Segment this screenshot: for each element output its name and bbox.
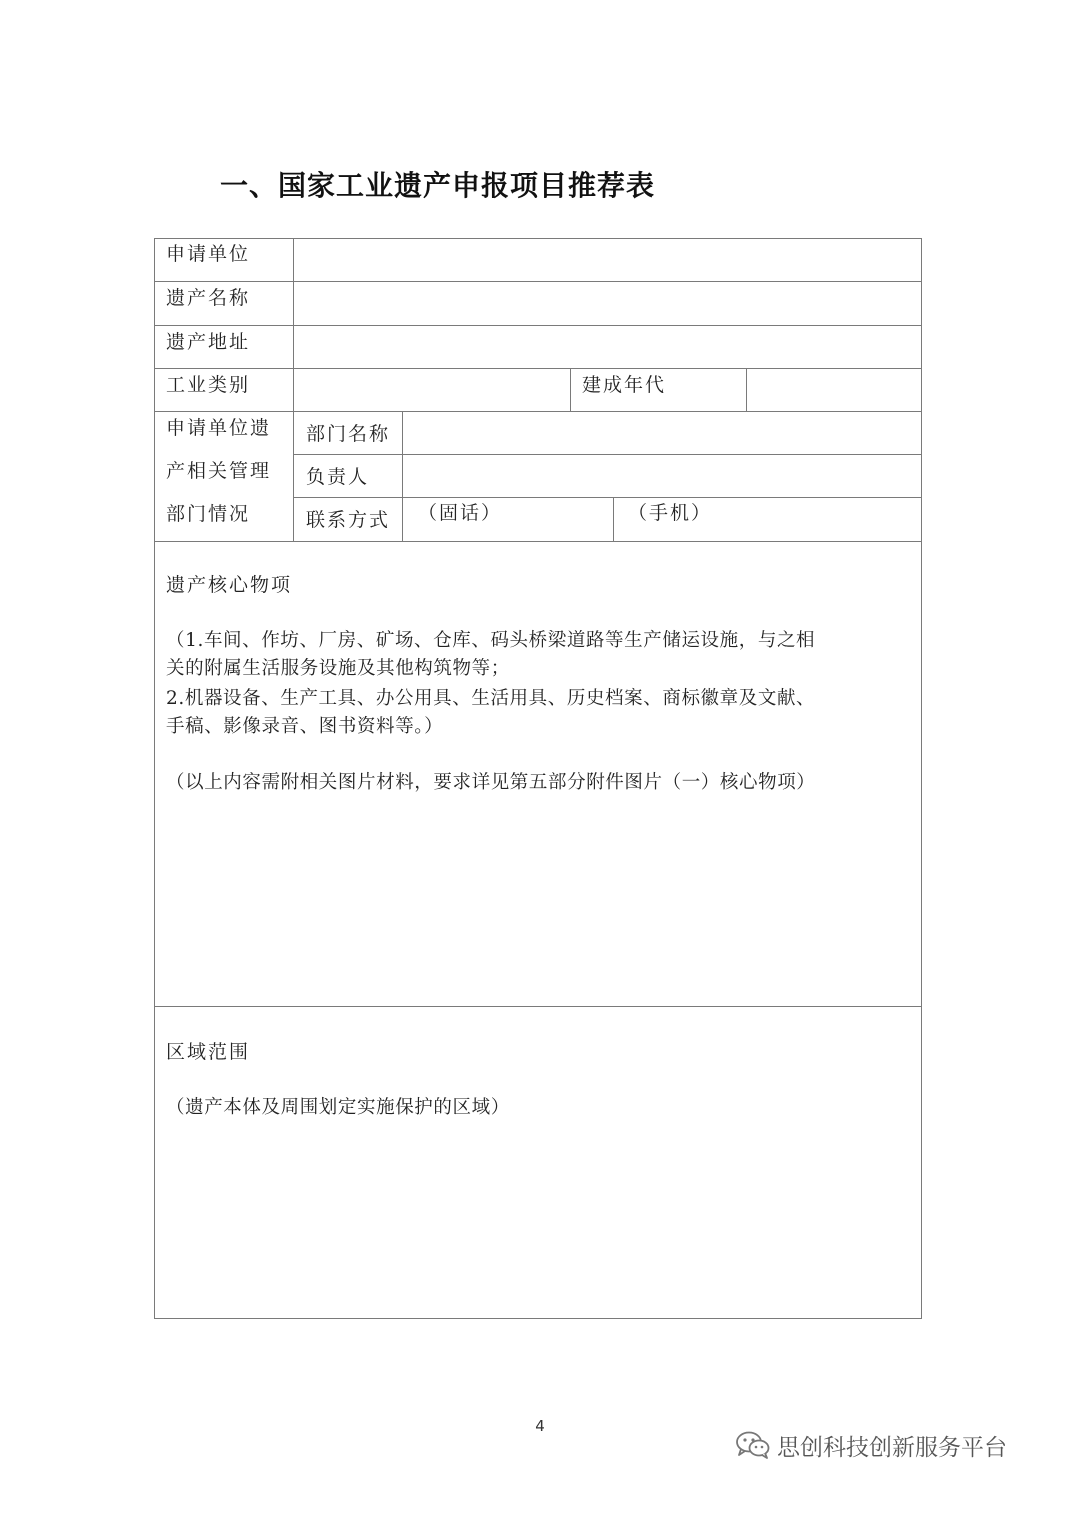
- core-items-line: （1.车间、作坊、厂房、矿场、仓库、码头桥梁道路等生产储运设施，与之相: [166, 630, 816, 651]
- core-items-line: 2.机器设备、生产工具、办公用具、生活用具、历史档案、商标徽章及文献、: [166, 688, 816, 709]
- dept-name-field[interactable]: [404, 413, 920, 453]
- person-in-charge-field[interactable]: [404, 456, 920, 496]
- heritage-address-field[interactable]: [295, 327, 920, 367]
- column-divider: [746, 368, 747, 412]
- row-divider: [154, 281, 922, 282]
- dept-section-label-line3: 部门情况: [166, 503, 251, 525]
- landline-label[interactable]: （固话）: [418, 502, 503, 524]
- dept-section-label-line2: 产相关管理: [166, 460, 272, 482]
- row-divider: [293, 497, 922, 498]
- applicant-field[interactable]: [295, 240, 920, 280]
- dept-section-label-line1: 申请单位遗: [166, 417, 272, 439]
- wechat-icon: [735, 1430, 771, 1460]
- area-note: （遗产本体及周围划定实施保护的区域）: [166, 1097, 510, 1118]
- watermark: [735, 1425, 1007, 1465]
- row-divider: [154, 368, 922, 369]
- mobile-label[interactable]: （手机）: [628, 502, 713, 524]
- contact-label: 联系方式: [306, 509, 391, 531]
- page-number: 4: [535, 1417, 545, 1435]
- core-items-heading: 遗产核心物项: [166, 574, 293, 596]
- dept-name-label: 部门名称: [306, 423, 391, 445]
- column-divider: [570, 368, 571, 412]
- column-divider: [613, 497, 614, 542]
- heritage-address-label: 遗产地址: [166, 331, 251, 353]
- heritage-name-field[interactable]: [295, 283, 920, 324]
- column-divider: [402, 411, 403, 542]
- core-items-note: （以上内容需附相关图片材料，要求详见第五部分附件图片（一）核心物项）: [166, 772, 816, 793]
- industry-category-field[interactable]: [295, 370, 569, 410]
- applicant-label: 申请单位: [166, 243, 251, 265]
- watermark-text: 思创科技创新服务平台: [777, 1434, 1007, 1461]
- page-title: 一、国家工业遗产申报项目推荐表: [220, 169, 656, 202]
- row-divider: [293, 454, 922, 455]
- row-divider: [154, 1006, 922, 1007]
- table-border-right: [921, 238, 922, 1319]
- build-era-field[interactable]: [748, 370, 920, 410]
- build-era-label: 建成年代: [582, 374, 667, 396]
- core-items-field[interactable]: [156, 800, 920, 1004]
- row-divider: [154, 325, 922, 326]
- core-items-line: 关的附属生活服务设施及其他构筑物等；: [166, 658, 510, 679]
- industry-category-label: 工业类别: [166, 374, 251, 396]
- label-column-divider: [293, 238, 294, 542]
- person-in-charge-label: 负责人: [306, 466, 370, 488]
- heritage-name-label: 遗产名称: [166, 287, 251, 309]
- table-border-top: [154, 238, 922, 239]
- table-border-left: [154, 238, 155, 1319]
- area-heading: 区域范围: [166, 1041, 251, 1063]
- table-border-bottom: [154, 1318, 922, 1319]
- row-divider: [154, 411, 922, 412]
- core-items-line: 手稿、影像录音、图书资料等。）: [166, 716, 444, 737]
- area-field[interactable]: [156, 1125, 920, 1316]
- row-divider: [154, 541, 922, 542]
